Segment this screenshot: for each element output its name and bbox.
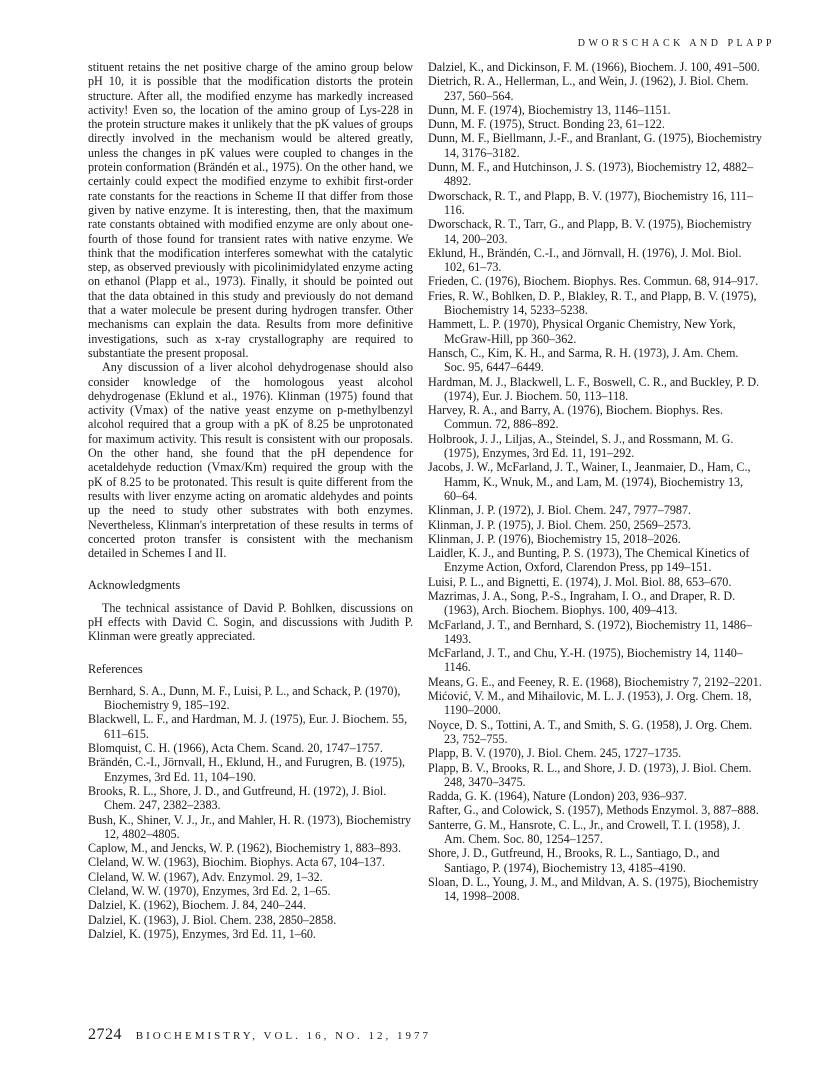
reference-entry: Dalziel, K. (1962), Biochem. J. 84, 240–244. — [88, 898, 306, 913]
reference-entry: Hammett, L. P. (1970), Physical Organic Chemistry, New York, McGraw-Hill, pp 360–362. — [428, 317, 736, 346]
reference-entry: Shore, J. D., Gutfreund, H., Brooks, R. L., Santiago, D., and Santiago, P. (1974), Biochemistry 13, 4185–4190. — [428, 846, 720, 875]
right-column — [428, 60, 762, 904]
reference-entry: Blomquist, C. H. (1966), Acta Chem. Scand. 20, 1747–1757. — [88, 741, 383, 756]
reference-entry: Klinman, J. P. (1975), J. Biol. Chem. 250, 2569–2573. — [428, 517, 692, 532]
reference-entry: Radda, G. K. (1964), Nature (London) 203, 936–937. — [428, 789, 687, 804]
reference-entry: Cleland, W. W. (1963), Biochim. Biophys. Acta 67, 104–137. — [88, 855, 385, 870]
reference-entry: Bernhard, S. A., Dunn, M. F., Luisi, P. L., and Schack, P. (1970), Biochemistry 9, 185–192. — [88, 683, 401, 713]
reference-entry: Cleland, W. W. (1967), Adv. Enzymol. 29, 1–32. — [88, 869, 323, 884]
reference-entry: Dalziel, K., and Dickinson, F. M. (1966), Biochem. J. 100, 491–500. — [428, 60, 760, 74]
reference-entry: Frieden, C. (1976), Biochem. Biophys. Res. Commun. 68, 914–917. — [428, 274, 759, 289]
reference-entry: Dietrich, R. A., Hellerman, L., and Wein, J. (1962), J. Biol. Chem. 237, 560–564. — [428, 74, 749, 103]
reference-entry: Noyce, D. S., Tottini, A. T., and Smith, S. G. (1958), J. Org. Chem. 23, 752–755. — [428, 717, 753, 746]
reference-entry: Cleland, W. W. (1970), Enzymes, 3rd Ed. 2, 1–65. — [88, 884, 331, 899]
reference-entry: Fries, R. W., Bohlken, D. P., Blakley, R. T., and Plapp, B. V. (1975), Biochemistry 14, 5233–5238. — [428, 288, 757, 318]
reference-entry: Harvey, R. A., and Barry, A. (1976), Biochem. Biophys. Res. Commun. 72, 886–892. — [428, 403, 724, 432]
reference-entry: Santerre, G. M., Hansrote, C. L., Jr., and Crowell, T. I. (1958), J. Am. Chem. Soc. 80, 1254–1257. — [428, 817, 741, 847]
reference-entry: Sloan, D. L., Young, J. M., and Mildvan, A. S. (1975), Biochemistry 14, 1998–2008. — [428, 874, 759, 904]
reference-entry: Means, G. E., and Feeney, R. E. (1968), Biochemistry 7, 2192–2201. — [428, 674, 762, 689]
acknowledgments-heading: Acknowledgments — [88, 578, 181, 593]
reference-entry: Hardman, M. J., Blackwell, L. F., Boswell, C. R., and Buckley, P. D. (1974), Eur. J. Biochem. 50, 113–118. — [428, 374, 760, 403]
reference-entry: Dalziel, K. (1975), Enzymes, 3rd Ed. 11, 1–60. — [88, 926, 316, 941]
acknowledgments-text: The technical assistance of David P. Bohlken, discussions on pH effects with David C. Sogin, and discussions with Judith P. Klinman were greatly appreciated. — [88, 600, 413, 644]
reference-entry: Blackwell, L. F., and Hardman, M. J. (1975), Eur. J. Biochem. 55, 611–615. — [88, 712, 408, 741]
reference-entry: Eklund, H., Brändén, C.-I., and Jörnvall, H. (1976), J. Mol. Biol. 102, 61–73. — [428, 245, 742, 275]
reference-entry: Luisi, P. L., and Bignetti, E. (1974), J. Mol. Biol. 88, 653–670. — [428, 574, 732, 589]
reference-entry: Dunn, M. F. (1974), Biochemistry 13, 1146–1151. — [428, 102, 671, 117]
reference-entry: Caplow, M., and Jencks, W. P. (1962), Biochemistry 1, 883–893. — [88, 841, 401, 856]
reference-entry: Dworschack, R. T., Tarr, G., and Plapp, B. V. (1975), Biochemistry 14, 200–203. — [428, 217, 752, 246]
reference-entry: Dunn, M. F., and Hutchinson, J. S. (1973), Biochemistry 12, 4882–4892. — [428, 160, 754, 189]
reference-entry: Dunn, M. F., Biellmann, J.-F., and Branlant, G. (1975), Biochemistry 14, 3176–3182. — [428, 131, 762, 160]
reference-entry: McFarland, J. T., and Chu, Y.-H. (1975), Biochemistry 14, 1140–1146. — [428, 646, 743, 675]
reference-entry: Rafter, G., and Colowick, S. (1957), Methods Enzymol. 3, 887–888. — [428, 803, 759, 818]
reference-entry: Dalziel, K. (1963), J. Biol. Chem. 238, 2850–2858. — [88, 912, 337, 927]
body-paragraph: stituent retains the net positive charge of the amino group below pH 10, it is possible that the modification distorts the protein structure. After all, the modified enzyme has markedly increased activity! Even so, the location of the amino group of Lys-228 in the protein structure makes it unlikely that the pK values of groups directly involved in the mechanism would be altered greatly, unless the changes in pK values were coupled to changes in the protein conformation (Brändén et al., 1975). On the other hand, we certainly could expect the modified enzyme to exhibit first-order rate constants for the reactions in Scheme II that differ from those given by native enzyme. It is interesting, then, that the maximum rate constants obtained with modified enzyme are only about one-fourth of those found for transient rates with native enzyme. We think that the modification interferes somewhat with the catalytic step, as observed previously with picolinimidylated enzyme acting on ethanol (Plapp et al., 1973). Finally, it should be pointed out that the data obtained in this study and previously do not demand that a water molecule be present during hydrogen transfer. Other mechanisms can explain the data. Results from more definitive investigations, such as x-ray crystallography are required to substantiate the present proposal. — [88, 60, 413, 360]
reference-entry: Brooks, R. L., Shore, J. D., and Gutfreund, H. (1972), J. Biol. Chem. 247, 2382–2383. — [88, 783, 387, 813]
running-head: DWORSCHACK AND PLAPP — [577, 38, 775, 49]
reference-entry: Plapp, B. V., Brooks, R. L., and Shore, J. D. (1973), J. Biol. Chem. 248, 3470–3475. — [428, 760, 752, 789]
reference-entry: Dworschack, R. T., and Plapp, B. V. (1977), Biochemistry 16, 111–116. — [428, 188, 754, 217]
journal-citation-line: BIOCHEMISTRY, VOL. 16, NO. 12, 1977 — [135, 1030, 432, 1042]
references-heading: References — [88, 661, 143, 676]
reference-entry: Hansch, C., Kim, K. H., and Sarma, R. H. (1973), J. Am. Chem. Soc. 95, 6447–6449. — [428, 345, 739, 375]
reference-entry: Dunn, M. F. (1975), Struct. Bonding 23, 61–122. — [428, 117, 665, 132]
reference-entry: McFarland, J. T., and Bernhard, S. (1972), Biochemistry 11, 1486–1493. — [428, 617, 752, 646]
reference-entry: Holbrook, J. J., Liljas, A., Steindel, S. J., and Rossmann, M. G. (1975), Enzymes, 3rd Ed. 11, 191–292. — [428, 431, 734, 461]
reference-entry: Mićović, V. M., and Mihailovic, M. L. J. (1953), J. Org. Chem. 18, 1190–2000. — [428, 689, 752, 718]
page-number: 2724 — [88, 1026, 122, 1043]
reference-entry: Klinman, J. P. (1972), J. Biol. Chem. 247, 7977–7987. — [428, 503, 692, 518]
reference-entry: Brändén, C.-I., Jörnvall, H., Eklund, H., and Furugren, B. (1975), Enzymes, 3rd Ed. 11, 104–190. — [88, 755, 406, 784]
reference-entry: Mazrimas, J. A., Song, P.-S., Ingraham, I. O., and Draper, R. D. (1963), Arch. Biochem. Biophys. 100, 409–413. — [428, 588, 736, 618]
reference-entry: Klinman, J. P. (1976), Biochemistry 15, 2018–2026. — [428, 531, 681, 546]
page-footer — [88, 1026, 431, 1044]
reference-entry: Plapp, B. V. (1970), J. Biol. Chem. 245, 1727–1735. — [428, 746, 682, 761]
reference-entry: Jacobs, J. W., McFarland, J. T., Wainer, I., Jeanmaier, D., Ham, C., Hamm, K., Wnuk, M., and Lam, M. (1974), Biochemistry 13, 60–64. — [428, 460, 751, 503]
left-column — [88, 60, 413, 941]
body-paragraph: Any discussion of a liver alcohol dehydrogenase should also consider knowledge of the homologous yeast alcohol dehydrogenase (Eklund et al., 1976). Klinman (1975) found that activity (Vmax) of the native yeast enzyme on p-methylbenzyl alcohol required that a group with a pK of 8.25 be unprotonated for maximum activity. This result is consistent with our proposals. On the other hand, she found that the pH dependence for acetaldehyde reduction (Vmax/Km) required the group with the pK of 8.25 to be protonated. This result is quite different from the results with liver enzyme acting on aromatic aldehydes and points up the need to study other substrates with both enzymes. Nevertheless, Klinman's interpretation of these results in terms of concerted proton transfer is consistent with the mechanism detailed in Schemes I and II. — [88, 360, 413, 561]
reference-entry: Laidler, K. J., and Bunting, P. S. (1973), The Chemical Kinetics of Enzyme Action, Oxford, Clarendon Press, pp 149–151. — [428, 546, 750, 575]
reference-entry: Bush, K., Shiner, V. J., Jr., and Mahler, H. R. (1973), Biochemistry 12, 4802–4805. — [88, 812, 412, 841]
